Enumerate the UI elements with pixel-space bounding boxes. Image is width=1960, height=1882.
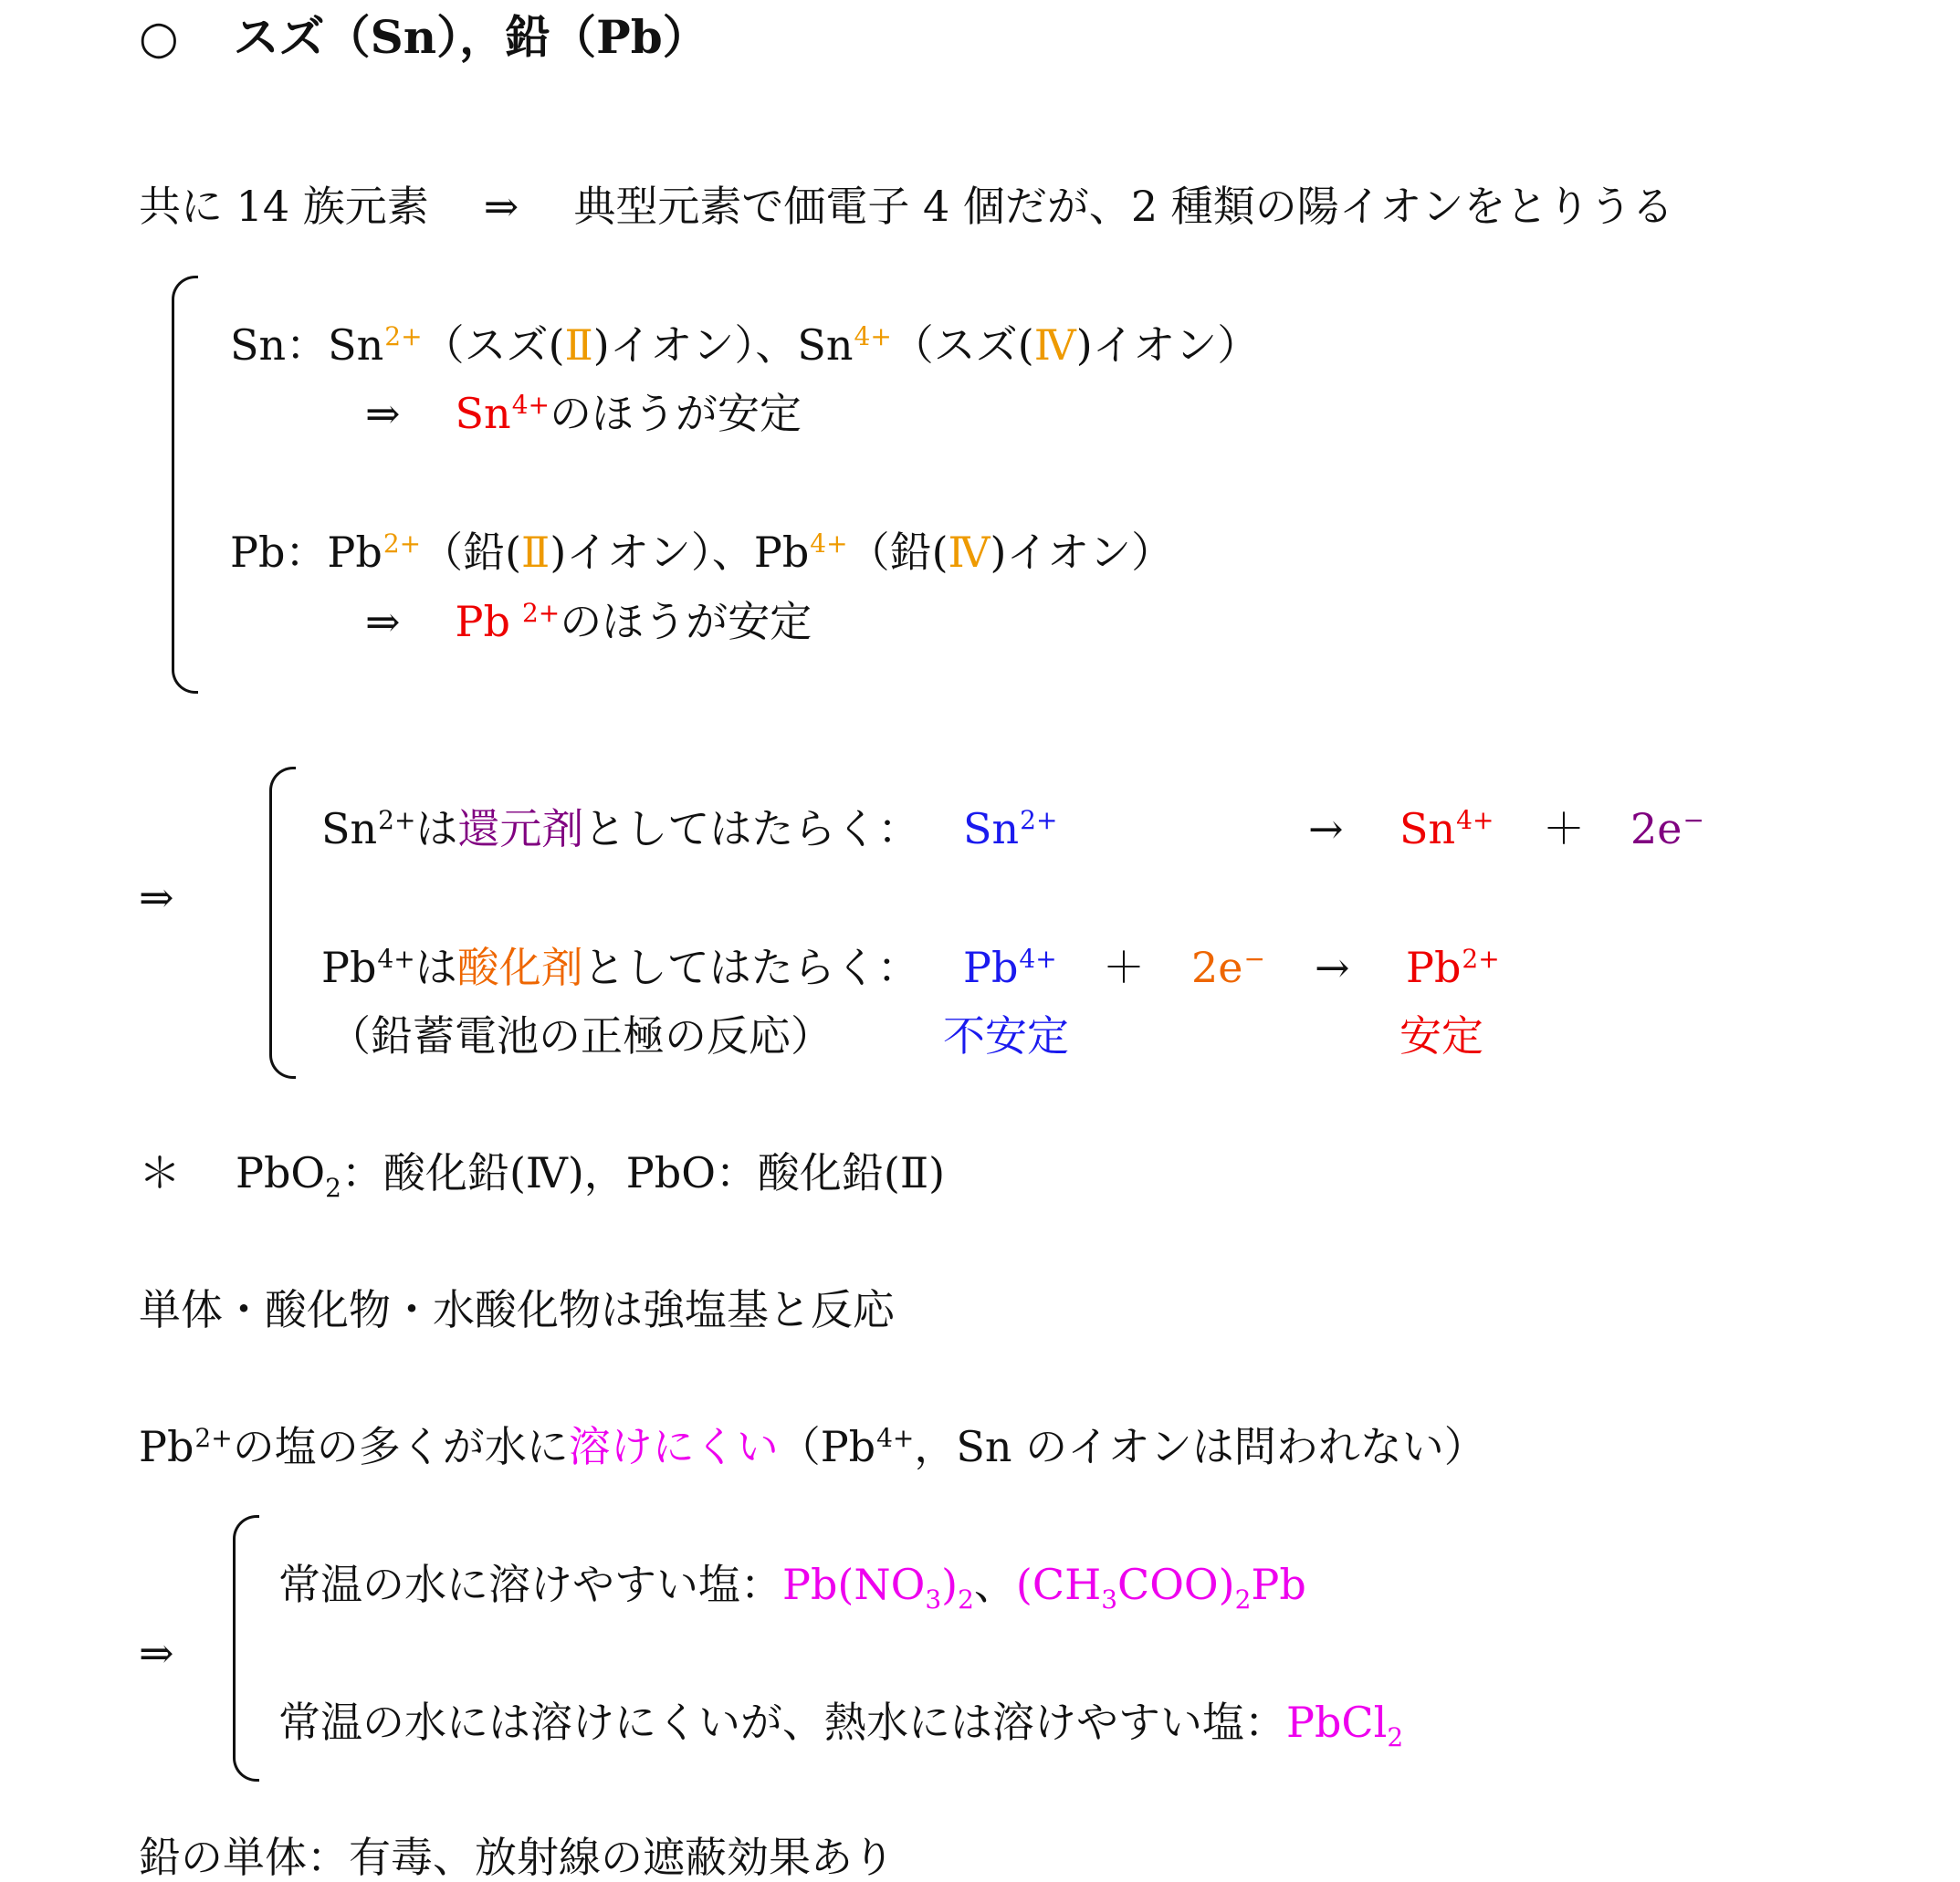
salts-arrow: ⇒ — [139, 1628, 174, 1678]
oxidizer-product — [1406, 943, 1500, 992]
reducer-electrons-sign: − — [1682, 805, 1704, 835]
sn4-paren-open: （スズ( — [891, 320, 1034, 370]
sn-stable-charge: 4+ — [511, 390, 550, 420]
oxides-marker: ＊ — [139, 1148, 181, 1197]
intro-line — [139, 182, 1674, 231]
reducer-ha: は — [415, 804, 458, 853]
reducer-electrons — [1630, 804, 1704, 853]
unstable-label: 不安定 — [943, 1011, 1069, 1061]
bracket-sn-pb — [172, 276, 198, 694]
solubility-highlight: 溶けにくい — [568, 1422, 779, 1471]
pb4-charge: 4+ — [810, 528, 848, 559]
reducer-electrons-text: 2e — [1630, 804, 1682, 853]
pb2-paren-open: （鉛( — [421, 528, 522, 577]
pb-line2 — [365, 597, 812, 646]
oxidizer-lhs-ion: Pb — [963, 943, 1019, 992]
sn4-roman: Ⅳ — [1033, 320, 1076, 370]
pb-stable-charge: 2+ — [521, 598, 561, 628]
pb4-roman: Ⅳ — [948, 528, 990, 577]
bracket-salts — [233, 1515, 259, 1782]
solubility-paren-rest: ，Sn のイオンは問われない） — [914, 1422, 1486, 1471]
lead-nitrate-b: ) — [941, 1560, 959, 1609]
reducer-rest: としてはたらく： — [583, 804, 920, 853]
oxidizer-electrons — [1191, 943, 1265, 992]
reducer-lhs-charge: 2+ — [1020, 805, 1058, 835]
lead-acetate-b: COO) — [1117, 1560, 1235, 1609]
pb4-paren-open: （鉛( — [847, 528, 949, 577]
soluble-salts-label: 常温の水に溶けやすい塩： — [278, 1560, 782, 1609]
reducer-product — [1399, 804, 1494, 853]
pb4-paren-close: )イオン） — [990, 528, 1174, 577]
sn-stable-text: のほうが安定 — [549, 389, 802, 438]
sn2-paren-open: （スズ( — [422, 320, 565, 370]
oxidizer-role: 酸化剤 — [456, 943, 583, 992]
stable-label: 安定 — [1399, 1011, 1483, 1061]
intro-group: 共に 14 族元素 — [139, 182, 429, 231]
reducer-lhs — [963, 804, 1058, 853]
intro-detail: 典型元素で価電子 4 個だが、2 種類の陽イオンをとりうる — [573, 182, 1674, 231]
bracket-redox — [269, 767, 296, 1079]
sn-line1 — [230, 320, 1260, 370]
hot-soluble-label: 常温の水には溶けにくいが、熱水には溶けやすい塩： — [278, 1698, 1286, 1747]
pb2-ion: Pb — [327, 528, 383, 577]
pb4-ion: Pb — [753, 528, 810, 577]
intro-arrow: ⇒ — [483, 182, 519, 231]
hot-soluble-line — [278, 1698, 1404, 1752]
reducer-charge: 2+ — [378, 805, 416, 835]
sn-colon: ： — [286, 320, 329, 370]
reducer-product-charge: 4+ — [1456, 805, 1494, 835]
battery-note: （鉛蓄電池の正極の反応） — [329, 1011, 833, 1061]
lead-nitrate-sub1: 3 — [925, 1584, 942, 1615]
lead-chloride-sub: 2 — [1387, 1722, 1404, 1752]
solubility-line — [139, 1422, 1486, 1471]
solubility-ion: Pb — [139, 1422, 194, 1471]
reducer-plus: ＋ — [1543, 804, 1585, 853]
salts-separator: 、 — [973, 1560, 1016, 1609]
solubility-paren-open: （Pb — [778, 1422, 876, 1471]
reducer-ion: Sn — [321, 804, 378, 853]
pb2-charge: 2+ — [383, 528, 422, 559]
pb-stable-ion: Pb — [455, 597, 510, 646]
sn4-paren-close: )イオン） — [1075, 320, 1260, 370]
reducer-label — [321, 804, 920, 853]
oxidizer-product-charge: 2+ — [1462, 944, 1500, 974]
footer-line: 鉛の単体：有毒、放射線の遮蔽効果あり — [139, 1833, 895, 1882]
title-marker: ○ — [139, 10, 179, 64]
lead-nitrate-sub2: 2 — [958, 1584, 974, 1615]
oxidizer-lhs-charge: 4+ — [1019, 944, 1057, 974]
amphoteric-line: 単体・酸化物・水酸化物は強塩基と反応 — [139, 1285, 895, 1334]
pb-arrow: ⇒ — [365, 597, 401, 646]
reducer-lhs-ion: Sn — [963, 804, 1020, 853]
sn-arrow: ⇒ — [365, 389, 401, 438]
lead-nitrate-a: Pb(NO — [782, 1560, 926, 1609]
pb-line1 — [230, 528, 1174, 577]
sn-element: Sn — [230, 320, 287, 370]
lead-acetate-sub2: 2 — [1234, 1584, 1252, 1615]
lead-chloride: PbCl — [1286, 1698, 1388, 1747]
oxidizer-electrons-sign: − — [1243, 944, 1265, 974]
sn2-roman: Ⅱ — [564, 320, 593, 370]
lead-acetate-c: Pb — [1251, 1560, 1306, 1609]
solubility-charge: 2+ — [194, 1423, 233, 1453]
pb2-paren-close: )イオン）、 — [550, 528, 754, 577]
pbo-name: ：酸化鉛(Ⅱ) — [715, 1148, 946, 1197]
oxidizer-product-ion: Pb — [1406, 943, 1462, 992]
redox-arrow: ⇒ — [139, 873, 174, 922]
sn4-ion: Sn — [797, 320, 854, 370]
oxidizer-arrow: → — [1315, 943, 1350, 992]
sn2-paren-close: )イオン）、 — [592, 320, 798, 370]
reducer-role: 還元剤 — [457, 804, 584, 853]
solubility-paren-charge: 4+ — [876, 1423, 915, 1453]
reducer-product-ion: Sn — [1399, 804, 1456, 853]
oxidizer-plus: ＋ — [1103, 943, 1145, 992]
pb-stable-text: のほうが安定 — [560, 597, 812, 646]
pb2-roman: Ⅱ — [521, 528, 550, 577]
pbo2-subscript: 2 — [325, 1173, 341, 1203]
pbo2-formula: PbO — [236, 1148, 326, 1197]
oxidizer-rest: としてはたらく： — [582, 943, 919, 992]
pb-element: Pb — [230, 528, 286, 577]
oxidizer-ha: は — [414, 943, 457, 992]
oxidizer-label — [321, 943, 919, 992]
reducer-arrow: → — [1308, 804, 1344, 853]
title-text: スズ（Sn），鉛（Pb） — [233, 10, 708, 64]
oxidizer-ion: Pb — [321, 943, 377, 992]
oxides-line — [139, 1148, 946, 1203]
sn-line2 — [365, 389, 802, 438]
solubility-text: の塩の多くが水に — [232, 1422, 569, 1471]
sn-stable-ion: Sn — [455, 389, 511, 438]
oxidizer-lhs — [963, 943, 1057, 992]
lead-acetate-sub1: 3 — [1101, 1584, 1118, 1615]
sn2-charge: 2+ — [384, 321, 423, 351]
pbo2-name: ：酸化鉛(Ⅳ)， — [341, 1148, 626, 1197]
soluble-salts-line — [278, 1560, 1306, 1615]
page-title — [139, 10, 708, 64]
oxidizer-charge: 4+ — [377, 944, 415, 974]
sn4-charge: 4+ — [854, 321, 892, 351]
sn2-ion: Sn — [328, 320, 384, 370]
pbo-formula: PbO — [625, 1148, 716, 1197]
pb-colon: ： — [285, 528, 328, 577]
lead-acetate-a: (CH — [1015, 1560, 1102, 1609]
oxidizer-electrons-text: 2e — [1191, 943, 1243, 992]
